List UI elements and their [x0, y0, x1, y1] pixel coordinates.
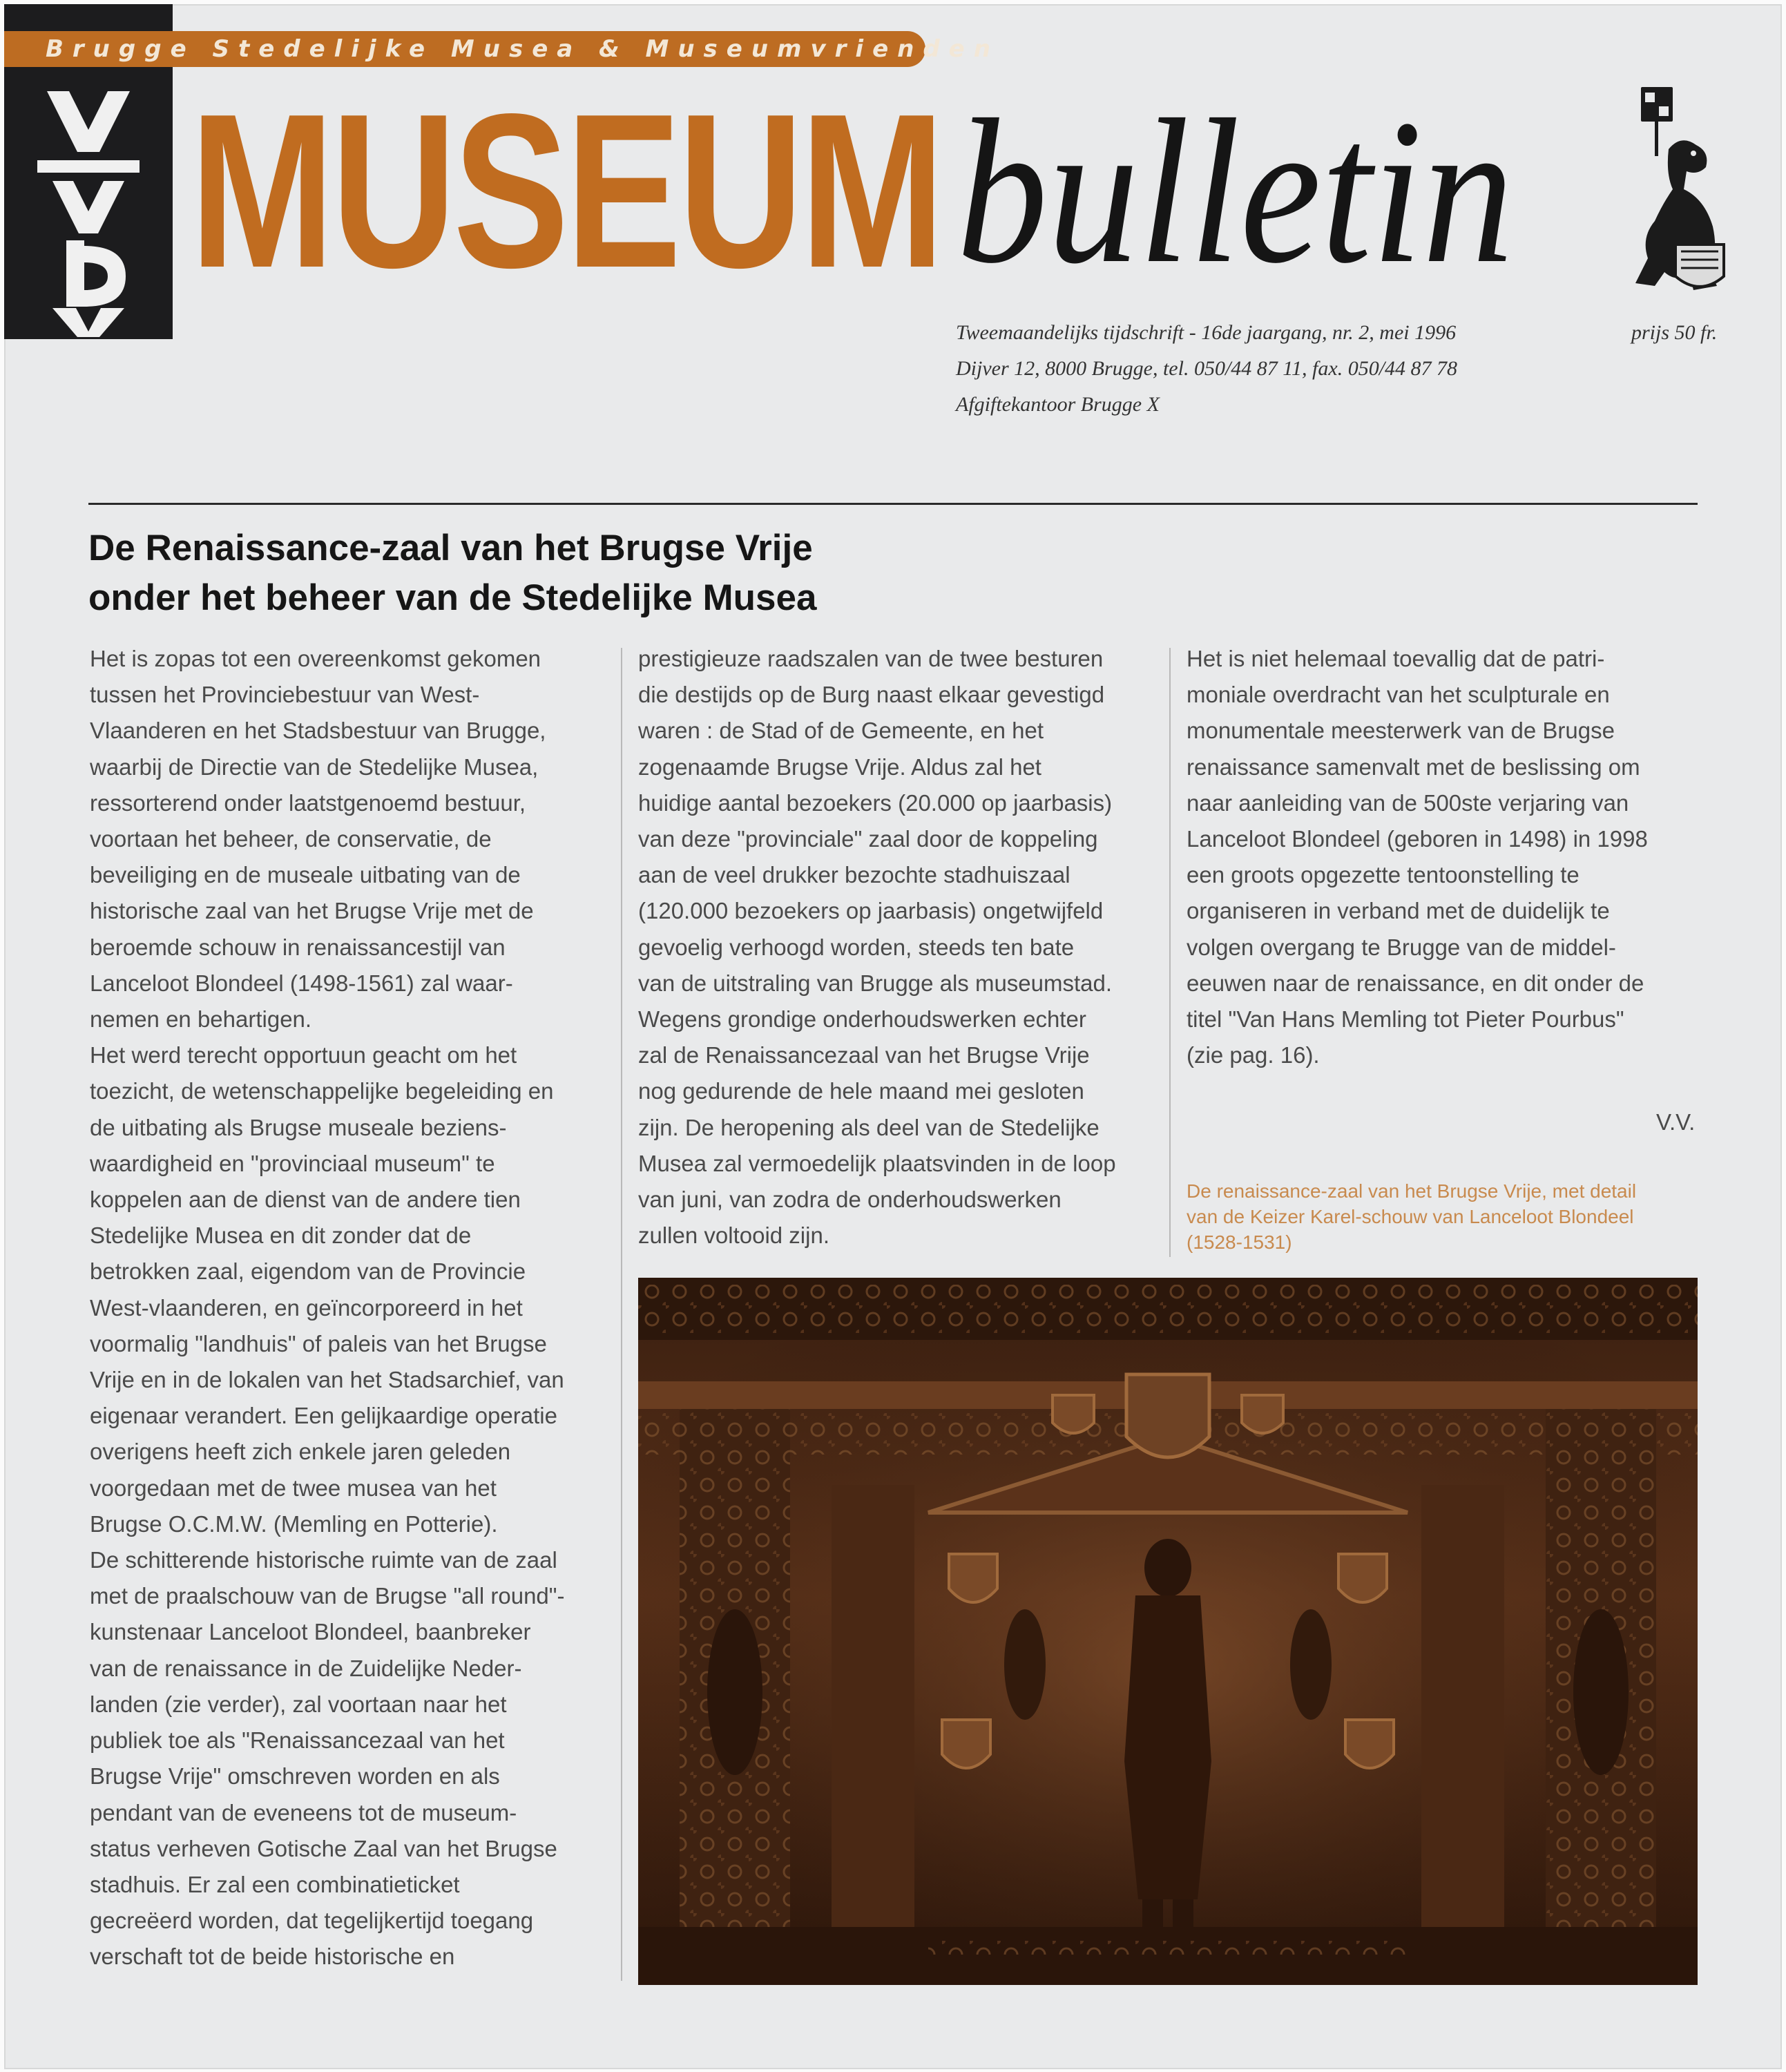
- article-text-line: monumentale meesterwerk van de Brugse: [1187, 718, 1615, 744]
- article-column-3: [1187, 641, 1698, 1073]
- article-text-line: historische zaal van het Brugse Vrije met de: [90, 898, 534, 924]
- publisher-banner: [4, 31, 999, 67]
- masthead-title-museum: MUSEUM: [190, 68, 942, 314]
- publisher-banner-text: Brugge Stedelijke Musea & Museumvrienden: [46, 35, 999, 63]
- article-text-line: toezicht, de wetenschappelijke begeleiding en: [90, 1078, 554, 1104]
- masthead-title-bulletin: bulletin: [957, 77, 1514, 306]
- article-text-line: koppelen aan de dienst van de andere tien: [90, 1187, 521, 1213]
- article-text-line: Brugse Vrije" omschreven worden en als: [90, 1763, 500, 1790]
- article-text-line: tussen het Provinciebestuur van West-: [90, 682, 480, 708]
- article-text-line: Vrije en in de lokalen van het Stadsarchief, van: [90, 1367, 564, 1393]
- article-text-line: organiseren in verband met de duidelijk te: [1187, 898, 1610, 924]
- article-text-line: betrokken zaal, eigendom van de Provincie: [90, 1258, 526, 1285]
- article-text-line: waren : de Stad of de Gemeente, en het: [638, 718, 1044, 744]
- article-text-line: Lanceloot Blondeel (geboren in 1498) in 1998: [1187, 826, 1648, 852]
- caption-line: (1528-1531): [1187, 1231, 1292, 1253]
- article-text-line: ressorterend onder laatstgenoemd bestuur,: [90, 789, 526, 816]
- article-text-line: renaissance samenvalt met de beslissing om: [1187, 754, 1640, 780]
- article-text-line: De schitterende historische ruimte van de zaal: [90, 1547, 557, 1573]
- article-text-line: kunstenaar Lanceloot Blondeel, baanbreker: [90, 1619, 531, 1645]
- article-text-line: aan de veel drukker bezochte stadhuiszaal: [638, 862, 1070, 888]
- article-text-line: overigens heeft zich enkele jaren geleden: [90, 1439, 511, 1465]
- article-text-line: beroemde schouw in renaissancestijl van: [90, 934, 506, 960]
- article-text-line: publiek toe als "Renaissancezaal van het: [90, 1727, 505, 1754]
- headline-line: De Renaissance-zaal van het Brugse Vrije: [88, 528, 813, 568]
- article-text-line: landen (zie verder), zal voortaan naar het: [90, 1691, 507, 1717]
- header-divider: [88, 503, 1698, 505]
- article-column-1: [90, 641, 615, 1975]
- article-text-line: Lanceloot Blondeel (1498-1561) zal waar-: [90, 970, 513, 996]
- article-text-line: gecreëerd worden, dat tegelijkertijd toegang: [90, 1908, 534, 1934]
- article-text-line: voortaan het beheer, de conservatie, de: [90, 826, 492, 852]
- article-text-line: (120.000 bezoekers op jaarbasis) ongetwijfeld: [638, 898, 1104, 924]
- article-text-line: Vlaanderen en het Stadsbestuur van Brugge,: [90, 718, 546, 744]
- article-text-line: Brugse O.C.M.W. (Memling en Potterie).: [90, 1510, 498, 1537]
- article-text-line: voormalig "landhuis" of paleis van het Brugse: [90, 1330, 547, 1356]
- article-text-line: zogenaamde Brugse Vrije. Aldus zal het: [638, 754, 1041, 780]
- article-text-line: (zie pag. 16).: [1187, 1042, 1320, 1068]
- article-text-line: naar aanleiding van de 500ste verjaring van: [1187, 789, 1629, 816]
- caption-line: De renaissance-zaal van het Brugse Vrije, met detail: [1187, 1180, 1637, 1202]
- article-text-line: West-vlaanderen, en geïncorporeerd in het: [90, 1294, 523, 1321]
- article-text-line: moniale overdracht van het sculpturale en: [1187, 682, 1610, 708]
- masthead-info-line: Dijver 12, 8000 Brugge, tel. 050/44 87 11, fax. 050/44 87 78: [956, 357, 1458, 380]
- article-column-2: [638, 641, 1163, 1254]
- photo-caption: [1187, 1178, 1684, 1255]
- article-text-line: Stedelijke Musea en dit zonder dat de: [90, 1222, 472, 1249]
- masthead-info-line: Afgiftekantoor Brugge X: [956, 393, 1160, 416]
- article-text-line: eeuwen naar de renaissance, en dit onder de: [1187, 970, 1644, 996]
- article-text-line: prestigieuze raadszalen van de twee besturen: [638, 646, 1104, 671]
- article-text-line: beveiliging en de museale uitbating van de: [90, 862, 521, 888]
- bear-emblem-icon: [1627, 86, 1731, 304]
- article-text-line: voorgedaan met de twee musea van het: [90, 1475, 497, 1501]
- article-text-line: van deze "provinciale" zaal door de koppeling: [638, 826, 1098, 852]
- article-text-line: een groots opgezette tentoonstelling te: [1187, 862, 1579, 888]
- article-text-line: Het is niet helemaal toevallig dat de patri-: [1187, 646, 1605, 671]
- article-text-line: status verheven Gotische Zaal van het Brugse: [90, 1835, 557, 1861]
- article-text-line: zal de Renaissancezaal van het Brugse Vrije: [638, 1042, 1090, 1068]
- caption-line: van de Keizer Karel-schouw van Lanceloot Blondeel: [1187, 1206, 1634, 1227]
- masthead-info: [956, 315, 1457, 423]
- article-text-line: pendant van de eveneens tot de museum-: [90, 1799, 517, 1825]
- headline-line: onder het beheer van de Stedelijke Musea: [88, 577, 817, 618]
- article-text-line: die destijds op de Burg naast elkaar gevestigd: [638, 682, 1105, 708]
- article-text-line: de uitbating als Brugse museale beziens-: [90, 1114, 507, 1140]
- article-text-line: stadhuis. Er zal een combinatieticket: [90, 1871, 460, 1897]
- article-text-line: van de uitstraling van Brugge als museumstad.: [638, 970, 1113, 996]
- article-text-line: waardigheid en "provinciaal museum" te: [90, 1150, 495, 1176]
- article-text-line: volgen overgang te Brugge van de middel-: [1187, 934, 1616, 960]
- article-text-line: Musea zal vermoedelijk plaatsvinden in de loop: [638, 1150, 1116, 1176]
- column-divider: [621, 648, 622, 1981]
- article-text-line: Het werd terecht opportuun geacht om het: [90, 1042, 517, 1068]
- masthead-info-line: Tweemaandelijks tijdschrift - 16de jaargang, nr. 2, mei 1996: [956, 321, 1457, 344]
- article-text-line: huidige aantal bezoekers (20.000 op jaarbasis): [638, 789, 1113, 816]
- article-text-line: van de renaissance in de Zuidelijke Neder-: [90, 1655, 522, 1681]
- article-text-line: nog gedurende de hele maand mei gesloten: [638, 1078, 1084, 1104]
- article-text-line: Het is zopas tot een overeenkomst gekomen: [90, 646, 541, 671]
- article-text-line: eigenaar verandert. Een gelijkaardige operatie: [90, 1403, 557, 1429]
- article-text-line: zijn. De heropening als deel van de Stedelijke: [638, 1114, 1100, 1140]
- article-text-line: zullen voltooid zijn.: [638, 1222, 829, 1249]
- price-label: prijs 50 fr.: [1631, 321, 1718, 344]
- article-text-line: verschaft tot de beide historische en: [90, 1944, 455, 1970]
- article-headline: [88, 524, 1332, 623]
- column-divider: [1169, 648, 1171, 1257]
- article-text-line: titel "Van Hans Memling tot Pieter Pourbus": [1187, 1006, 1624, 1033]
- article-text-line: Wegens grondige onderhoudswerken echter: [638, 1006, 1086, 1033]
- article-text-line: nemen en behartigen.: [90, 1006, 312, 1033]
- renaissance-chimneypiece-photo: [638, 1278, 1698, 1985]
- article-text-line: met de praalschouw van de Brugse "all round"-: [90, 1583, 565, 1609]
- article-text-line: gevoelig verhoogd worden, steeds ten bate: [638, 934, 1075, 960]
- author-signature: V.V.: [1656, 1109, 1696, 1135]
- article-text-line: waarbij de Directie van de Stedelijke Musea,: [90, 754, 539, 780]
- article-text-line: van juni, van zodra de onderhoudswerken: [638, 1187, 1062, 1213]
